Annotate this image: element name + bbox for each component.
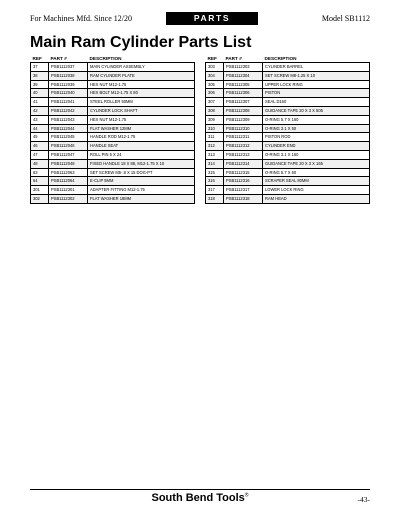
ref-cell: 316 (206, 177, 224, 186)
description-cell: RAM HEAD (263, 194, 370, 203)
description-cell: HEX BOLT M12-1.75 X 80 (88, 89, 195, 98)
ref-cell: 314 (206, 159, 224, 168)
page-title: Main Ram Cylinder Parts List (30, 34, 252, 51)
table-row (206, 124, 370, 133)
ref-cell: 39 (31, 80, 49, 89)
description-column-header: DESCRIPTION (88, 55, 195, 63)
part-number-cell: PSB1112301 (49, 186, 88, 195)
part-number-cell: PSB1112064 (49, 177, 88, 186)
description-cell: HANDLE SEAT (88, 142, 195, 151)
brand-name (0, 492, 400, 504)
description-cell: HEX NUT M12-1.75 (88, 80, 195, 89)
table-row (206, 89, 370, 98)
part-number-cell: PSB1112042 (49, 106, 88, 115)
part-number-cell: PSB1112302 (49, 194, 88, 203)
description-cell: E-CLIP 5MM (88, 177, 195, 186)
table-row (31, 124, 195, 133)
description-cell: HEX NUT M12-1.75 (88, 115, 195, 124)
ref-cell: 308 (206, 106, 224, 115)
ref-cell: 46 (31, 142, 49, 151)
ref-cell: 38 (31, 71, 49, 80)
ref-cell: 317 (206, 186, 224, 195)
part-number-cell: PSB1112308 (224, 106, 263, 115)
part-number-cell: PSB1112303 (224, 63, 263, 72)
ref-cell: 44 (31, 124, 49, 133)
ref-cell: 45 (31, 133, 49, 142)
description-cell: SCRAPER SEAL 80MM (263, 177, 370, 186)
table-row (31, 186, 195, 195)
description-cell: O-RING 3.1 X 50 (263, 124, 370, 133)
ref-cell: 41 (31, 98, 49, 107)
description-cell: O-RING 5.7 X 60 (263, 168, 370, 177)
part-number-cell: PSB1112038 (49, 71, 88, 80)
ref-cell: 310 (206, 124, 224, 133)
part-number-cell: PSB1112045 (49, 133, 88, 142)
part-number-cell: PSB1112310 (224, 124, 263, 133)
page-number: -43- (357, 495, 370, 504)
description-cell: GUIDANCE TAPE 20 X 3 X 165 (263, 159, 370, 168)
part-number-cell: PSB1112044 (49, 124, 88, 133)
parts-table-right (205, 55, 370, 204)
trademark-symbol: ® (244, 492, 249, 499)
description-cell: SEAL D160 (263, 98, 370, 107)
description-cell: CYLINDER BARREL (263, 63, 370, 72)
ref-cell: 47 (31, 150, 49, 159)
ref-column-header: REF (31, 55, 49, 63)
page-header (30, 12, 370, 25)
ref-cell: 311 (206, 133, 224, 142)
ref-cell: 304 (206, 71, 224, 80)
description-cell: CYLINDER LOCK SHAFT (88, 106, 195, 115)
table-row (31, 71, 195, 80)
description-cell: SET SCREW M5-.8 X 15 DOG-PT (88, 168, 195, 177)
part-column-header: PART # (49, 55, 88, 63)
table-row (206, 177, 370, 186)
part-number-cell: PSB1112313 (224, 150, 263, 159)
table-row (206, 71, 370, 80)
part-number-cell: PSB1112043 (49, 115, 88, 124)
ref-cell: 40 (31, 89, 49, 98)
part-number-cell: PSB1112304 (224, 71, 263, 80)
table-row (31, 63, 195, 72)
ref-cell: 64 (31, 177, 49, 186)
table-row (206, 115, 370, 124)
part-number-cell: PSB1112047 (49, 150, 88, 159)
description-cell: GUIDANCE TAPE 20 X 3 X 505 (263, 106, 370, 115)
description-cell: UPPER LOCK RING (263, 80, 370, 89)
table-row (206, 80, 370, 89)
ref-cell: 48 (31, 159, 49, 168)
ref-cell: 42 (31, 106, 49, 115)
ref-cell: 318 (206, 194, 224, 203)
part-number-cell: PSB1112311 (224, 133, 263, 142)
description-cell: RAM CYLINDER PLATE (88, 71, 195, 80)
description-cell: FLAT WASHER 18MM (88, 194, 195, 203)
ref-cell: 43 (31, 115, 49, 124)
table-row (206, 142, 370, 151)
description-cell: PISTON ROD (263, 133, 370, 142)
ref-cell: 309 (206, 115, 224, 124)
table-row (31, 159, 195, 168)
part-number-cell: PSB1112317 (224, 186, 263, 195)
footer-divider (30, 489, 370, 490)
description-cell: FIXED HANDLE 18 X 88, M12-1.75 X 10 (88, 159, 195, 168)
machines-note: For Machines Mfd. Since 12/20 (30, 14, 132, 23)
description-cell: O-RING 3.1 X 160 (263, 150, 370, 159)
section-label: PARTS (166, 12, 258, 25)
ref-cell: 305 (206, 80, 224, 89)
table-row (206, 186, 370, 195)
description-cell: MAIN CYLINDER ASSEMBLY (88, 63, 195, 72)
part-number-cell: PSB1112315 (224, 168, 263, 177)
ref-cell: 301 (31, 186, 49, 195)
description-cell: ADAPTER FITTING M12-1.75 (88, 186, 195, 195)
part-number-cell: PSB1112307 (224, 98, 263, 107)
table-row (31, 142, 195, 151)
table-row (206, 168, 370, 177)
part-number-cell: PSB1112316 (224, 177, 263, 186)
part-number-cell: PSB1112046 (49, 142, 88, 151)
ref-column-header: REF (206, 55, 224, 63)
part-number-cell: PSB1112312 (224, 142, 263, 151)
ref-cell: 307 (206, 98, 224, 107)
description-cell: O-RING 5.7 X 160 (263, 115, 370, 124)
description-cell: SET SCREW M8-1.25 X 10 (263, 71, 370, 80)
part-number-cell: PSB1112305 (224, 80, 263, 89)
table-row (31, 115, 195, 124)
part-number-cell: PSB1112037 (49, 63, 88, 72)
part-number-cell: PSB1112040 (49, 89, 88, 98)
ref-cell: 63 (31, 168, 49, 177)
table-row (31, 98, 195, 107)
part-number-cell: PSB1112314 (224, 159, 263, 168)
table-row (206, 194, 370, 203)
part-number-cell: PSB1112318 (224, 194, 263, 203)
ref-cell: 303 (206, 63, 224, 72)
ref-cell: 306 (206, 89, 224, 98)
table-row (31, 168, 195, 177)
part-number-cell: PSB1112041 (49, 98, 88, 107)
table-row (206, 98, 370, 107)
table-row (206, 159, 370, 168)
table-row (31, 80, 195, 89)
table-row (206, 63, 370, 72)
description-cell: ROLL PIN 5 X 24 (88, 150, 195, 159)
part-number-cell: PSB1112048 (49, 159, 88, 168)
table-row (206, 150, 370, 159)
table-row (31, 177, 195, 186)
part-number-cell: PSB1112309 (224, 115, 263, 124)
table-row (31, 106, 195, 115)
description-cell: PISTON (263, 89, 370, 98)
table-row (31, 150, 195, 159)
description-cell: CYLINDER END (263, 142, 370, 151)
table-row (206, 133, 370, 142)
brand-text: South Bend Tools (151, 492, 245, 504)
table-row (31, 194, 195, 203)
table-header-row (206, 55, 370, 63)
table-header-row (31, 55, 195, 63)
description-cell: LOWER LOCK RING (263, 186, 370, 195)
ref-cell: 312 (206, 142, 224, 151)
table-row (31, 133, 195, 142)
ref-cell: 313 (206, 150, 224, 159)
ref-cell: 37 (31, 63, 49, 72)
part-column-header: PART # (224, 55, 263, 63)
parts-table-left-body (31, 63, 195, 204)
ref-cell: 302 (31, 194, 49, 203)
description-cell: HANDLE ROD M12-1.75 (88, 133, 195, 142)
description-column-header: DESCRIPTION (263, 55, 370, 63)
parts-table-right-body (206, 63, 370, 204)
part-number-cell: PSB1112063 (49, 168, 88, 177)
table-row (206, 106, 370, 115)
part-number-cell: PSB1112039 (49, 80, 88, 89)
part-number-cell: PSB1112306 (224, 89, 263, 98)
model-number: Model SB1112 (321, 14, 370, 23)
description-cell: FLAT WASHER 12MM (88, 124, 195, 133)
description-cell: STEEL ROLLER 50MM (88, 98, 195, 107)
ref-cell: 315 (206, 168, 224, 177)
parts-table-left (30, 55, 195, 204)
table-row (31, 89, 195, 98)
